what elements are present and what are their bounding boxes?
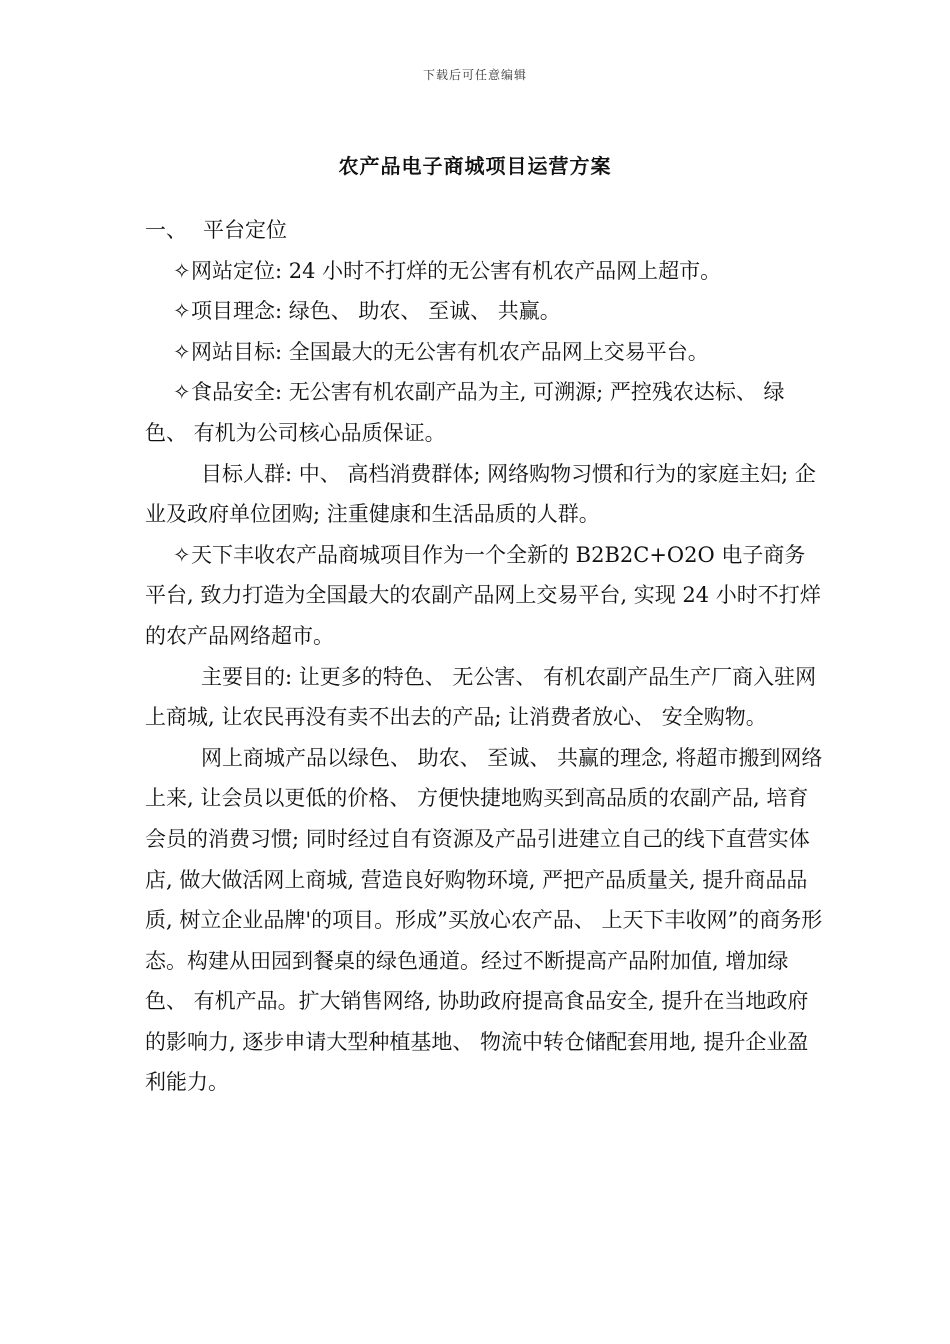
paragraph-main-purpose: 主要目的: 让更多的特色、 无公害、 有机农副产品生产厂商入驻网上商城, 让农民再没有卖不出去的产品; 让消费者放心、 安全购物。 [145, 664, 817, 730]
diamond-bullet-icon: ✧ [173, 542, 191, 567]
diamond-bullet-icon: ✧ [173, 258, 191, 283]
section-title: 平台定位 [203, 218, 287, 242]
diamond-bullet-icon: ✧ [173, 299, 191, 324]
paragraph-food-safety: ✧食品安全: 无公害有机农副产品为主, 可溯源; 严控残农达标、 绿色、 有机为公司核心品质保证。 [145, 372, 825, 453]
header-note: 下载后可任意编辑 [422, 68, 527, 82]
paragraph-mall-products: 网上商城产品以绿色、 助农、 至诚、 共赢的理念, 将超市搬到网络上来, 让会员以更低的价格、 方便快捷地购买到高品质的农副产品, 培育会员的消费习惯; 同时经过自有资源及产品引进建立自己的线下直营实体店, 做大做活网上商城, 营造良好购物环境, 严把产品质量关, 提升商品品质, 树立企业品牌'的项目。形成”买放心农产品、 上天下丰收网”的商务形态。构建从田园到餐桌的绿色通道。经过不断提高产品附加值, 增加绿色、 有机产品。扩大销售网络, 协助政府提高食品安全, 提升在当地政府的影响力, 逐步申请大型种植基地、 物流中转仓储配套用地, 提升企业盈利能力。 [145, 745, 823, 1095]
document-body [145, 210, 825, 1103]
section-number: 一、 [145, 218, 187, 242]
diamond-bullet-icon: ✧ [173, 339, 191, 364]
paragraph-project-concept: ✧项目理念: 绿色、 助农、 至诚、 共赢。 [145, 291, 825, 332]
section-heading [145, 210, 825, 251]
paragraph-target-group: 目标人群: 中、 高档消费群体; 网络购物习惯和行为的家庭主妇; 企业及政府单位团购; 注重健康和生活品质的人群。 [145, 461, 816, 527]
paragraph-site-positioning: ✧网站定位: 24 小时不打烊的无公害有机农产品网上超市。 [145, 251, 825, 292]
paragraph-site-goal: ✧网站目标: 全国最大的无公害有机农产品网上交易平台。 [145, 332, 825, 373]
document-title: 农产品电子商城项目运营方案 [338, 154, 612, 178]
diamond-bullet-icon: ✧ [173, 380, 191, 405]
paragraph-project-description: ✧天下丰收农产品商城项目作为一个全新的 B2B2C+O2O 电子商务平台, 致力打造为全国最大的农副产品网上交易平台, 实现 24 小时不打烊的农产品网络超市。 [145, 535, 825, 657]
